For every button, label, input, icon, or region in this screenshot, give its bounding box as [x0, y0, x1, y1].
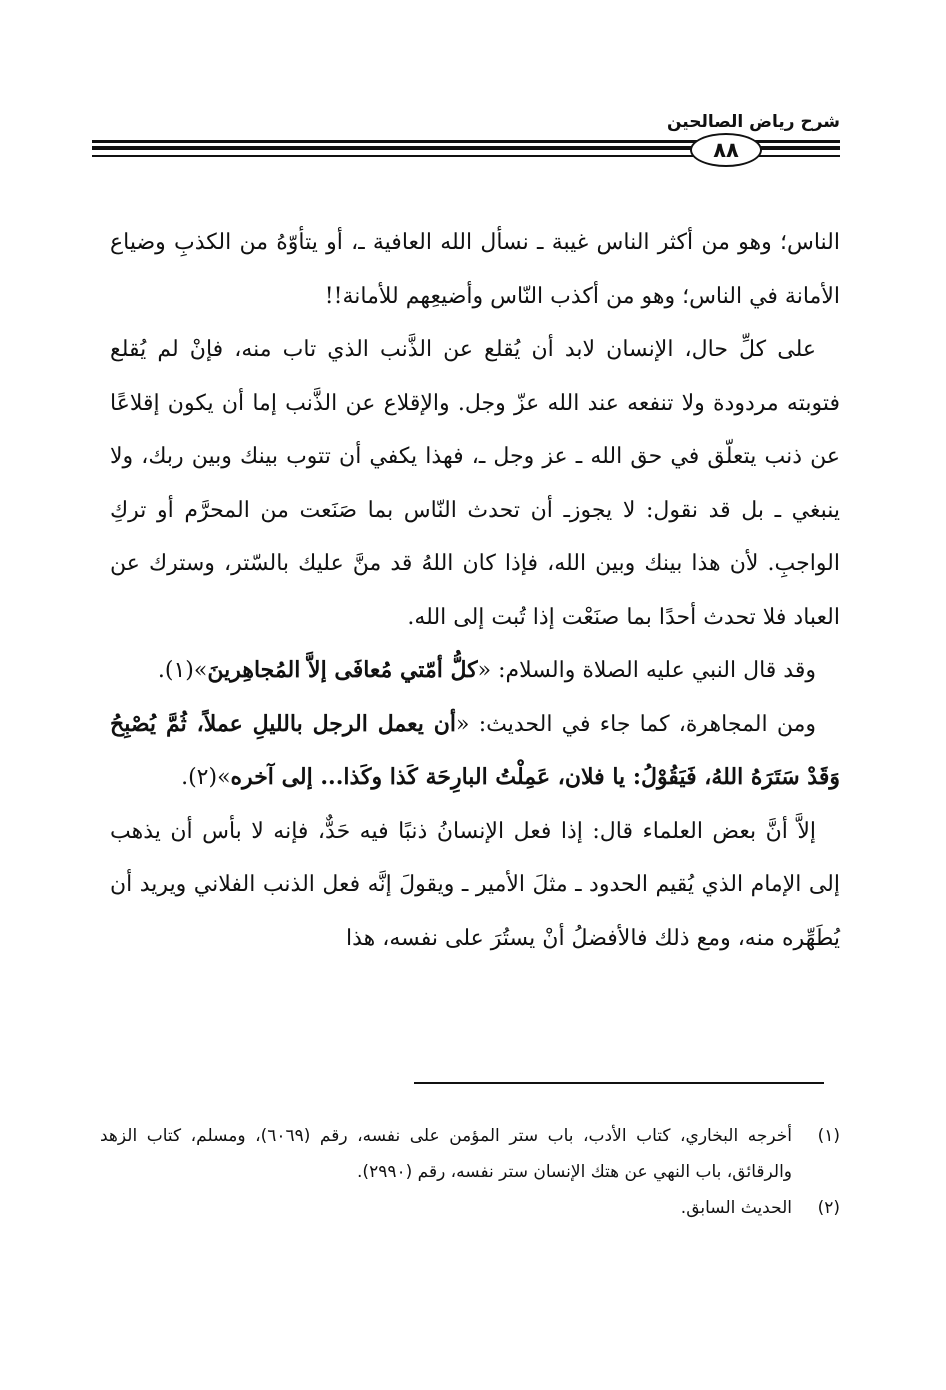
- paragraph: [110, 698, 840, 805]
- paragraph: إلاَّ أنَّ بعض العلماء قال: إذا فعل الإنسانُ ذنبًا فيه حَدٌّ، فإنه لا بأس أن يذهب إلى الإمام الذي يُقيم الحدود ـ مثلَ الأمير ـ ويقولَ إنَّه فعل الذنب الفلاني ويريد أن يُطَهِّره منه، ومع ذلك فالأفضلُ أنْ يستُرَ على نفسه، هذا: [110, 818, 840, 951]
- main-text: [110, 216, 840, 965]
- hadith-quote: أن يعمل الرجل بالليلِ عملاً، ثُمَّ يُصْبِحُ وَقَدْ سَتَرَهُ اللهُ، فَيَقُوْلُ: يا فلان، عَمِلْتُ البارِحَة كَذا وكَذا... إلى آخره: [110, 710, 840, 790]
- footnote-separator: [414, 1082, 824, 1084]
- footnote-ref: »(١).: [157, 658, 208, 683]
- paragraph-text: وقد قال النبي عليه الصلاة والسلام: «: [477, 658, 816, 683]
- paragraph: الناس؛ وهو من أكثر الناس غيبة ـ نسأل الله العافية ـ، أو يتأوّهُ من الكذبِ وضياع الأمانة في الناس؛ وهو من أكذب النّاس وأضيعِهم للأمانة!!: [110, 230, 840, 309]
- footnote-text: الحديث السابق.: [680, 1198, 792, 1218]
- footnote-number: (٢): [817, 1198, 840, 1218]
- page-number: ٨٨: [690, 133, 762, 167]
- footnote-ref: »(٢).: [181, 765, 231, 790]
- footnote-number: (١): [817, 1126, 840, 1146]
- footnote-text: أخرجه البخاري، كتاب الأدب، باب ستر المؤمن على نفسه، رقم (٦٠٦٩)، ومسلم، كتاب الزهد والرقائق، باب النهي عن هتك الإنسان ستر نفسه، رقم (٢٩٩٠).: [100, 1126, 792, 1182]
- hadith-quote: كلُّ أمّتي مُعافَى إلاَّ المُجاهِرينَ: [207, 657, 478, 683]
- footnote: [100, 1190, 840, 1226]
- footnotes: [100, 1118, 840, 1226]
- paragraph: [110, 644, 840, 698]
- paragraph-text: ومن المجاهرة، كما جاء في الحديث: «: [456, 711, 816, 737]
- paragraph: على كلِّ حال، الإنسان لابد أن يُقلع عن الذَّنب الذي تاب منه، فإنْ لم يُقلع فتوبته مردودة ولا تنفعه عند الله عزّ وجل. والإقلاع عن الذَّنب إما أن يكون إقلاعًا عن ذنب يتعلّق في حق الله ـ عز وجل ـ، فهذا يكفي أن تتوب بينك وبين ربك، ولا ينبغي ـ بل قد نقول: لا يجوزـ أن تحدث النّاس بما صَنَعت من المحرَّم أو تركِ الواجبِ. لأن هذا بينك وبين الله، فإذا كان اللهُ قد منَّ عليك بالسّتر، وسترك عن العباد فلا تحدث أحدًا بما صنَعْت إذا تُبت إلى الله.: [110, 337, 840, 630]
- book-title: شرح رياض الصالحين: [666, 112, 840, 132]
- footnote: [100, 1118, 840, 1190]
